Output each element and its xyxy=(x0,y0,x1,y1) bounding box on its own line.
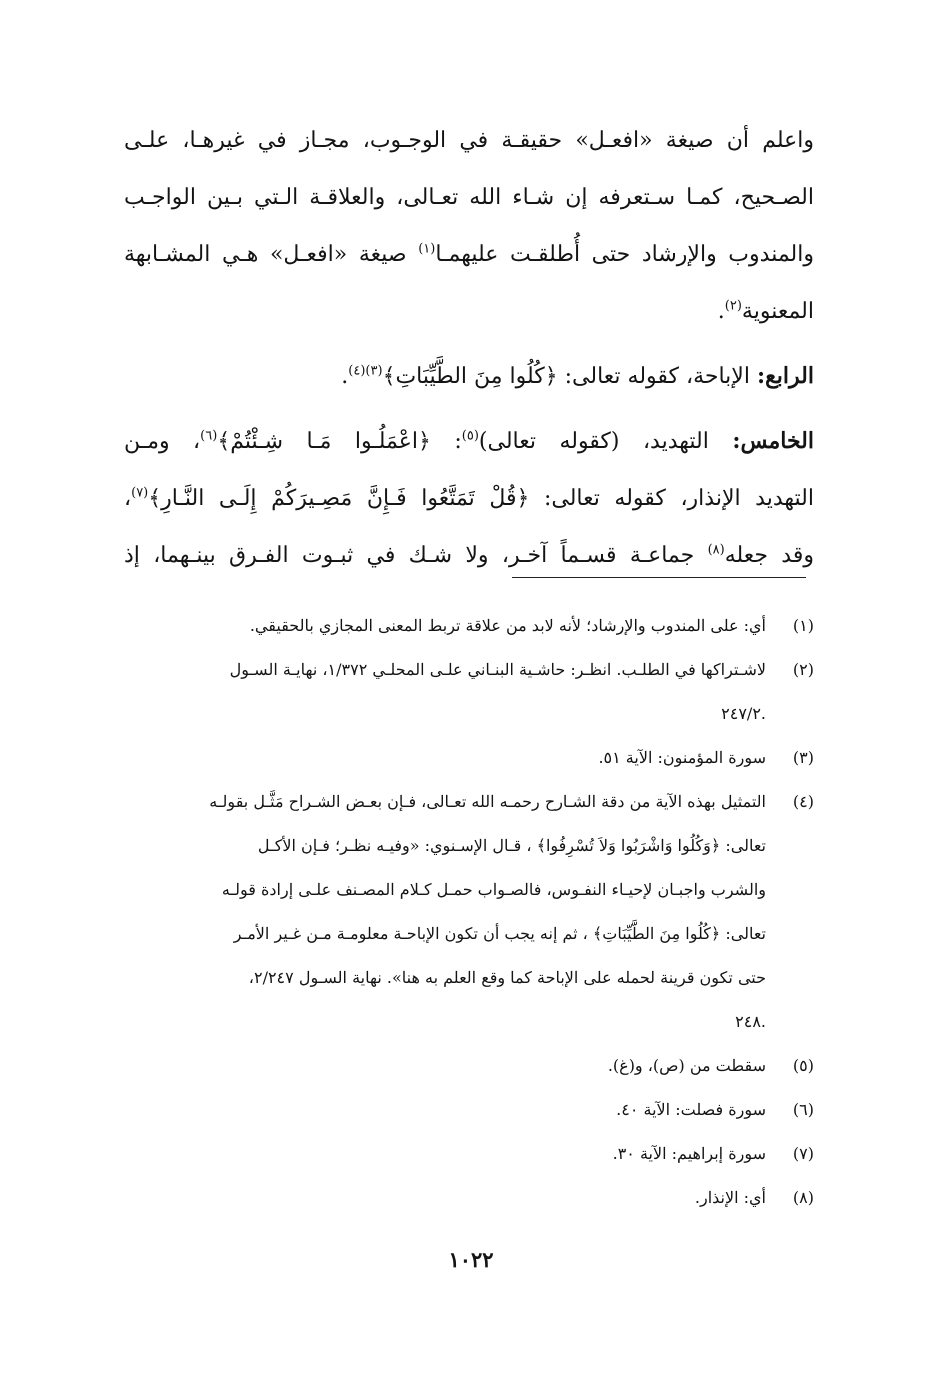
text-segment: التهديد، (كقوله تعالى) xyxy=(478,429,709,454)
footnote-ref: (٧) xyxy=(131,485,149,501)
text-line xyxy=(124,413,814,470)
footnote xyxy=(124,1044,814,1088)
text-segment: التهديد الإنذار، كقوله تعالى: ﴿قُلْ تَمَتَّعُوا فَـإِنَّ مَصِـيرَكُمْ إِلَـى النَّـارِ﴾ xyxy=(148,486,814,511)
text-segment: صيغة «افعـل» هـي المشـابهة xyxy=(124,242,419,267)
footnote-ref: (٢) xyxy=(724,298,742,314)
footnote-text: سورة فصلت: الآية ٤٠. xyxy=(616,1100,766,1119)
footnote-text: .٢٤٨ xyxy=(735,1012,766,1031)
text-segment: وقد جعله xyxy=(724,543,814,568)
footnote-text: أي: على المندوب والإرشاد؛ لأنه لابد من علاقة تربط المعنى المجازي بالحقيقي. xyxy=(249,616,766,635)
footnote-text: أي: الإنذار. xyxy=(694,1188,766,1207)
footnote-number: (٢) xyxy=(792,660,814,679)
text-segment: ، ومـن xyxy=(124,429,201,454)
footnote-text: .٢٤٧/٢ xyxy=(721,704,766,723)
footnote-ref: (٣) xyxy=(365,363,383,379)
text-segment: . xyxy=(341,364,349,389)
footnote-number: (٨) xyxy=(792,1188,814,1207)
footnote xyxy=(124,736,814,780)
footnote-text: سورة المؤمنون: الآية ٥١. xyxy=(598,748,766,767)
footnote-ref: (٦) xyxy=(200,428,218,444)
footnote-number: (٦) xyxy=(792,1100,814,1119)
footnote-text: لاشـتراكها في الطلـب. انظـر: حاشـية البنـاني علـى المحلـي ١/٣٧٢، نهايـة السـول xyxy=(229,660,766,679)
text-segment: . xyxy=(717,299,725,324)
footnote-number: (٣) xyxy=(792,748,814,767)
footnote-text: تعالى: ﴿وَكُلُوا وَاشْرَبُوا وَلاَ تُسْرِفُوا﴾ ، قـال الإسـنوي: «وفيـه نظـر؛ فـإن الأكـل xyxy=(257,836,766,855)
text-line xyxy=(124,527,814,584)
footnote xyxy=(124,604,814,648)
footnote-ref: (٥) xyxy=(461,428,479,444)
footnotes xyxy=(124,604,814,1220)
text-segment: جماعـة قسـماً آخـر، ولا شـك في ثبـوت الفـرق بينـهما، إذ xyxy=(124,543,708,568)
footnote-ref: (٤) xyxy=(348,363,366,379)
footnote-number: (٤) xyxy=(792,792,814,811)
footnote-text: تعالى: ﴿كُلُوا مِنَ الطَّيِّبَاتِ﴾ ، ثم إنه يجب أن تكون الإباحـة معلومـة مـن غـير الأمـر xyxy=(233,924,766,943)
section-heading: الخامس: xyxy=(732,428,814,454)
text-line: واعلم أن صيغة «افعـل» حقيقـة في الوجـوب، مجـاز في غيرهـا، علـى xyxy=(124,128,814,153)
footnote-ref: (٨) xyxy=(707,542,725,558)
footnote-text: التمثيل بهذه الآية من دقة الشـارح رحمـه الله تعـالى، فـإن بعـض الشـراح مَثَّـل بقولـه xyxy=(209,792,766,811)
footnote xyxy=(124,1088,814,1132)
footnote-text: سورة إبراهيم: الآية ٣٠. xyxy=(612,1144,766,1163)
text-line xyxy=(124,470,814,527)
text-line xyxy=(124,283,814,340)
footnote xyxy=(124,1132,814,1176)
footnote xyxy=(124,648,814,736)
footnote-text: سقطت من (ص)، و(غ). xyxy=(607,1056,766,1075)
text-line: الصـحيح، كمـا سـتعرفه إن شـاء الله تعـالى، والعلاقـة الـتي بـين الواجـب xyxy=(124,185,814,210)
footnote-number: (٥) xyxy=(792,1056,814,1075)
footnote-number: (١) xyxy=(792,616,814,635)
text-segment: : ﴿اعْمَلُـوا مَـا شِـئْتُمْ﴾ xyxy=(217,429,462,454)
footnote-separator xyxy=(512,577,806,578)
text-segment: المعنوية xyxy=(741,299,814,324)
footnote xyxy=(124,1176,814,1220)
text-segment: والمندوب والإرشاد حتى أُطلقـت عليهمـا xyxy=(435,242,814,267)
text-segment: الإباحة، كقوله تعالى: ﴿كُلُوا مِنَ الطَّيِّبَاتِ﴾ xyxy=(382,364,750,389)
section-heading: الرابع: xyxy=(756,363,814,389)
footnote-text: والشرب واجبـان لإحيـاء النفـوس، فالصـواب حمـل كـلام المصـنف علـى إرادة قولـه xyxy=(221,880,766,899)
footnote-ref: (١) xyxy=(418,241,436,257)
main-text xyxy=(124,112,814,584)
footnote-text: حتى تكون قرينة لحمله على الإباحة كما وقع العلم به هنا». نهاية السـول ٢/٢٤٧، xyxy=(248,968,766,987)
text-line xyxy=(124,348,814,405)
footnote-number: (٧) xyxy=(792,1144,814,1163)
footnote xyxy=(124,780,814,1044)
text-line xyxy=(124,226,814,283)
page-number: ١٠٢٢ xyxy=(448,1247,494,1272)
text-segment: ، xyxy=(124,486,132,511)
